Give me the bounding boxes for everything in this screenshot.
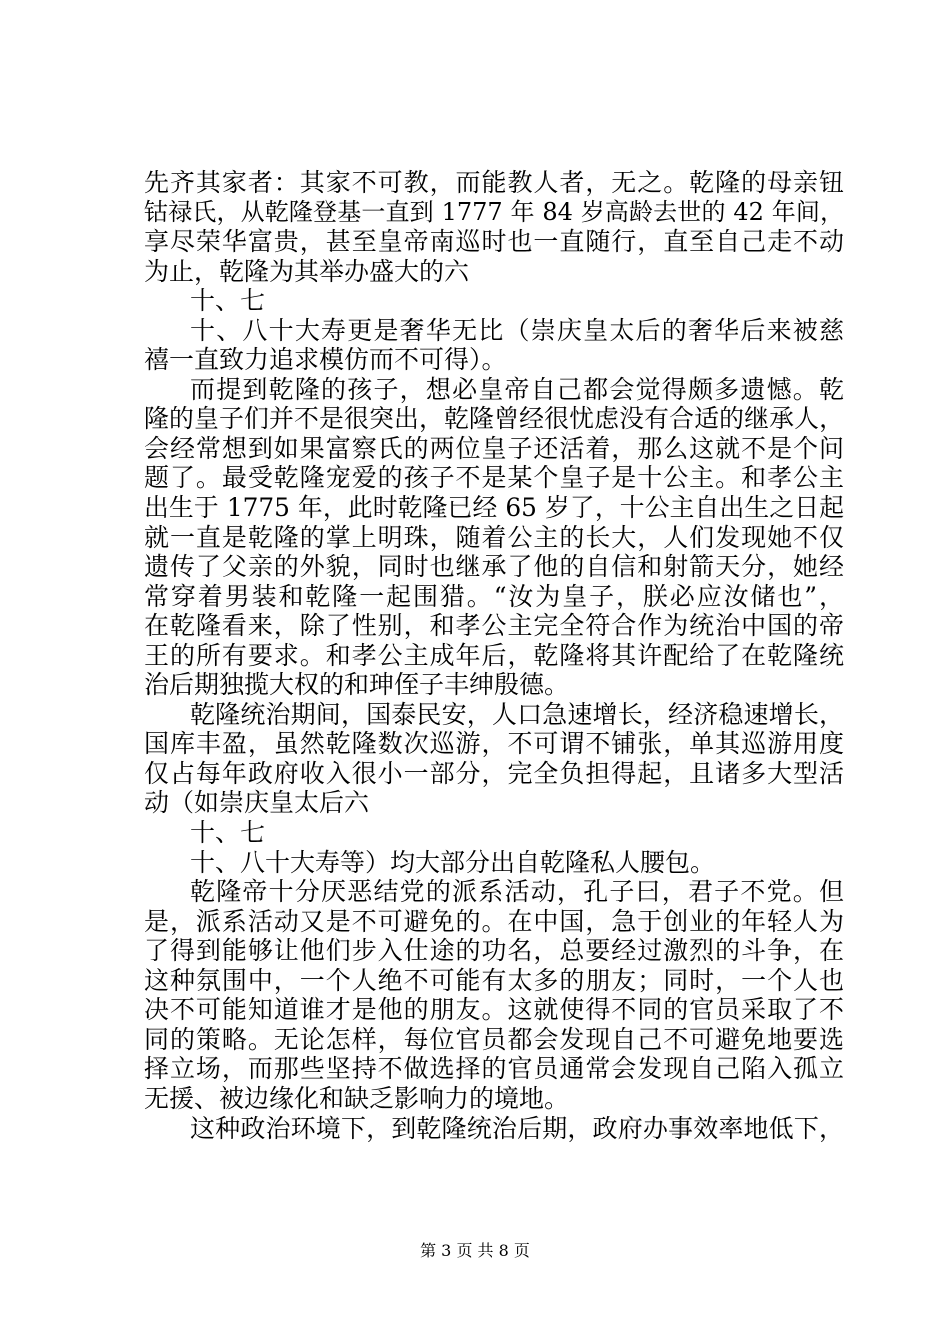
text-line: 动（如崇庆皇太后六: [144, 788, 370, 818]
text-line: 决不可能知道谁才是他的朋友。这就使得不同的官员采取了不: [144, 995, 844, 1025]
text-line: 十、八十大寿等）均大部分出自乾隆私人腰包。: [190, 847, 716, 877]
text-line: 国库丰盈，虽然乾隆数次巡游，不可谓不铺张，单其巡游用度: [144, 729, 844, 759]
text-line: 同的策略。无论怎样，每位官员都会发现自己不可避免地要选: [144, 1024, 844, 1054]
body-text: [144, 168, 844, 1143]
text-line: 无援、被边缘化和缺乏影响力的境地。: [144, 1083, 570, 1113]
text-line: 仅占每年政府收入很小一部分，完全负担得起，且诸多大型活: [144, 758, 844, 788]
text-line: 遗传了父亲的外貌，同时也继承了他的自信和射箭天分，她经: [144, 552, 844, 582]
text-line: 王的所有要求。和孝公主成年后，乾隆将其许配给了在乾隆统: [144, 640, 844, 670]
text-line: 而提到乾隆的孩子，想必皇帝自己都会觉得颇多遗憾。乾: [190, 374, 844, 404]
text-line: 这种政治环境下，到乾隆统治后期，政府办事效率地低下，: [190, 1113, 844, 1143]
text-line: 为止，乾隆为其举办盛大的六: [144, 256, 470, 286]
page-footer: 第 3 页 共 8 页: [420, 1241, 530, 1260]
text-line: 十、七: [190, 286, 266, 316]
text-line: 先齐其家者：其家不可教，而能教人者，无之。乾隆的母亲钮: [144, 168, 844, 197]
text-line: 常穿着男装和乾隆一起围猎。“汝为皇子，朕必应汝储也”，: [144, 581, 844, 611]
text-line: 乾隆帝十分厌恶结党的派系活动，孔子曰，君子不党。但: [190, 877, 844, 907]
text-line: 乾隆统治期间，国泰民安，人口急速增长，经济稳速增长，: [190, 699, 844, 729]
text-line: 就一直是乾隆的掌上明珠，随着公主的长大，人们发现她不仅: [144, 522, 844, 552]
text-line: 是，派系活动又是不可避免的。在中国，急于创业的年轻人为: [144, 906, 844, 936]
text-line: 题了。最受乾隆宠爱的孩子不是某个皇子是十公主。和孝公主: [144, 463, 844, 493]
text-line: 出生于 1775 年，此时乾隆已经 65 岁了，十公主自出生之日起: [144, 493, 844, 523]
text-line: 享尽荣华富贵，甚至皇帝南巡时也一直随行，直至自己走不动: [144, 227, 844, 257]
text-line: 十、七: [190, 818, 266, 848]
text-line: 这种氛围中，一个人绝不可能有太多的朋友；同时，一个人也: [144, 965, 844, 995]
text-line: 钴禄氏，从乾隆登基一直到 1777 年 84 岁高龄去世的 42 年间，: [144, 197, 844, 226]
text-line: 在乾隆看来，除了性别，和孝公主完全符合作为统治中国的帝: [144, 611, 844, 641]
text-line: 隆的皇子们并不是很突出，乾隆曾经很忧虑没有合适的继承人，: [144, 404, 844, 434]
text-line: 了得到能够让他们步入仕途的功名，总要经过激烈的斗争，在: [144, 936, 844, 966]
text-line: 禧一直致力追求模仿而不可得）。: [144, 345, 507, 375]
text-line: 择立场，而那些坚持不做选择的官员通常会发现自己陷入孤立: [144, 1054, 844, 1084]
text-line: 十、八十大寿更是奢华无比（崇庆皇太后的奢华后来被慈: [190, 315, 844, 345]
text-line: 治后期独揽大权的和珅侄子丰绅殷德。: [144, 670, 570, 700]
text-line: 会经常想到如果富察氏的两位皇子还活着，那么这就不是个问: [144, 433, 844, 463]
